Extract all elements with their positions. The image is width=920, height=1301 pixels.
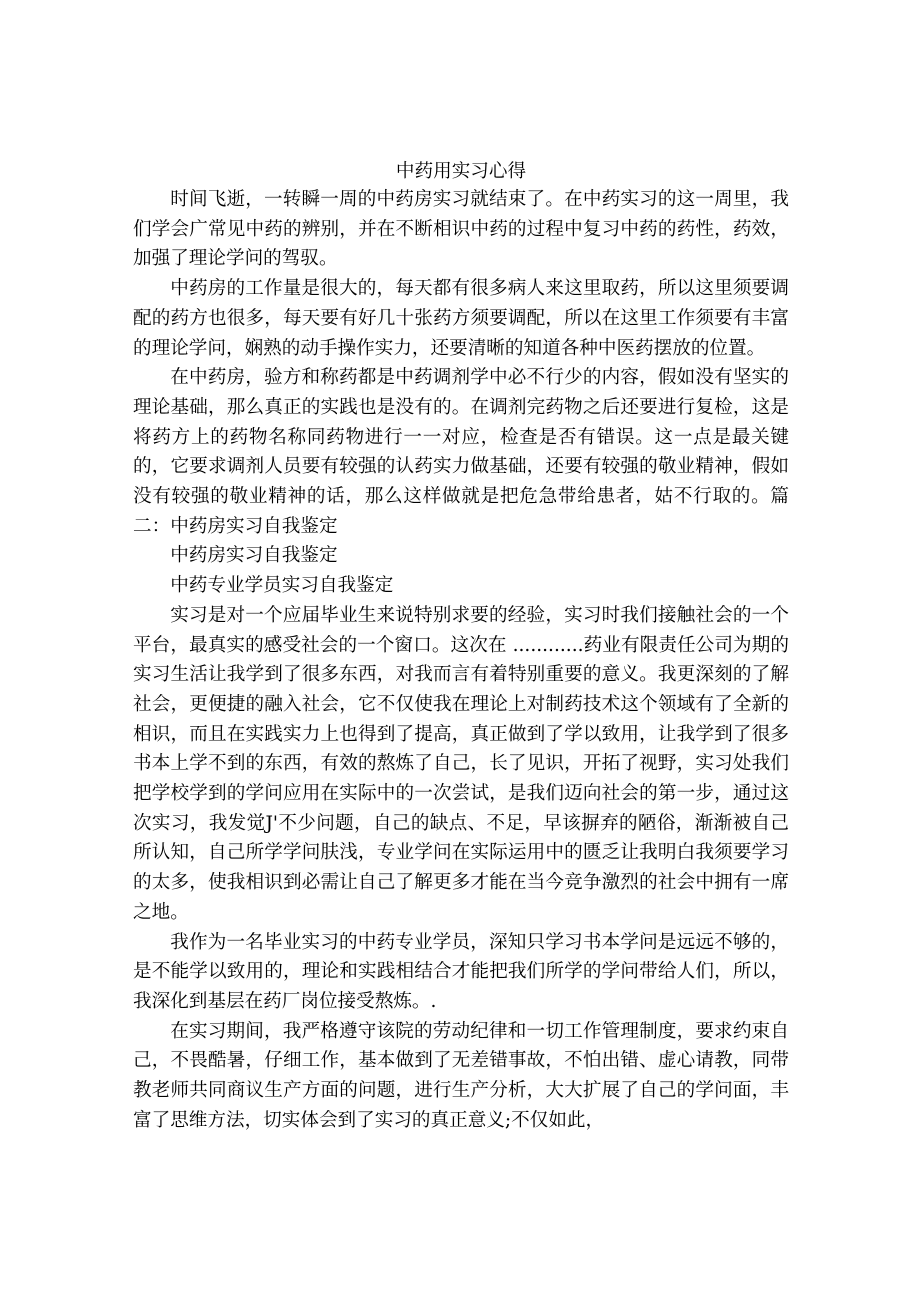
paragraph: 时间飞逝，一转瞬一周的中药房实习就结束了。在中药实习的这一周里，我们学会广常见中药的辨别，并在不断相识中药的过程中复习中药的药性，药效，加强了理论学问的驾驭。 xyxy=(133,189,789,270)
paragraph: 实习是对一个应届毕业生来说特别求要的经验，实习时我们接触社会的一个平台，最真实的感受社会的一个窗口。这次在 ............药业有限责任公司为期的实习生活让我学到了很多东西，对我而言有着特别重要的意义。我更深刻的了解社会，更便捷的融入社会，它不仅使我在理论上对制药技术这个领域有了全新的相识，而且在实践实力上也得到了提高，真正做到了学以致用，让我学到了很多书本上学不到的东西，有效的熬炼了自己，长了见识，开拓了视野，实习处我们把学校学到的学问应用在实际中的一次尝试，是我们迈向社会的第一步，通过这次实习，我发觉J'不少问题，自己的缺点、不足，早该摒弃的陋俗，渐渐被自己所认知，自己所学学问肤浅，专业学问在实际运用中的匮乏让我明白我须要学习的太多，使我相识到必需让自己了解更多才能在当今竞争激烈的社会中拥有一席之地。 xyxy=(133,604,789,923)
paragraph: 中药房的工作量是很大的，每天都有很多病人来这里取药，所以这里须要调配的药方也很多，每天要有好几十张药方须要调配，所以在这里工作须要有丰富的理论学问，娴熟的动手操作实力，还要清晰的知道各种中医药摆放的位置。 xyxy=(133,278,789,359)
document-title: 中药用实习心得 xyxy=(395,161,527,182)
section-heading: 中药房实习自我鉴定 xyxy=(170,545,338,567)
document-page xyxy=(133,158,789,1136)
paragraph: 我作为一名毕业实习的中药专业学员，深知只学习书本学问是远远不够的，是不能学以致用的，理论和实践相结合才能把我们所学的学问带给人们，所以，我深化到基层在药厂岗位接受熬炼。. xyxy=(133,931,789,1012)
paragraph: 在中药房，验方和称药都是中药调剂学中必不行少的内容，假如没有坚实的理论基础，那么真正的实践也是没有的。在调剂完药物之后还要进行复检，这是将药方上的药物名称同药物进行一一对应，检查是否有错误。这一点是最关键的，它要求调剂人员要有较强的认药实力做基础，还要有较强的敬业精神，假如没有较强的敬业精神的话，那么这样做就是把危急带给患者，姑不行取的。篇二：中药房实习自我鉴定 xyxy=(133,367,789,537)
section-heading: 中药专业学员实习自我鉴定 xyxy=(170,575,394,597)
paragraph: 在实习期间，我严格遵守该院的劳动纪律和一切工作管理制度，要求约束自己，不畏酷暑，仔细工作，基本做到了无差错事故，不怕出错、虚心请教，同带教老师共同商议生产方面的问题，进行生产分析，大大扩展了自己的学问面，丰富了思维方法，切实体会到了实习的真正意义;不仅如此， xyxy=(133,1020,789,1131)
